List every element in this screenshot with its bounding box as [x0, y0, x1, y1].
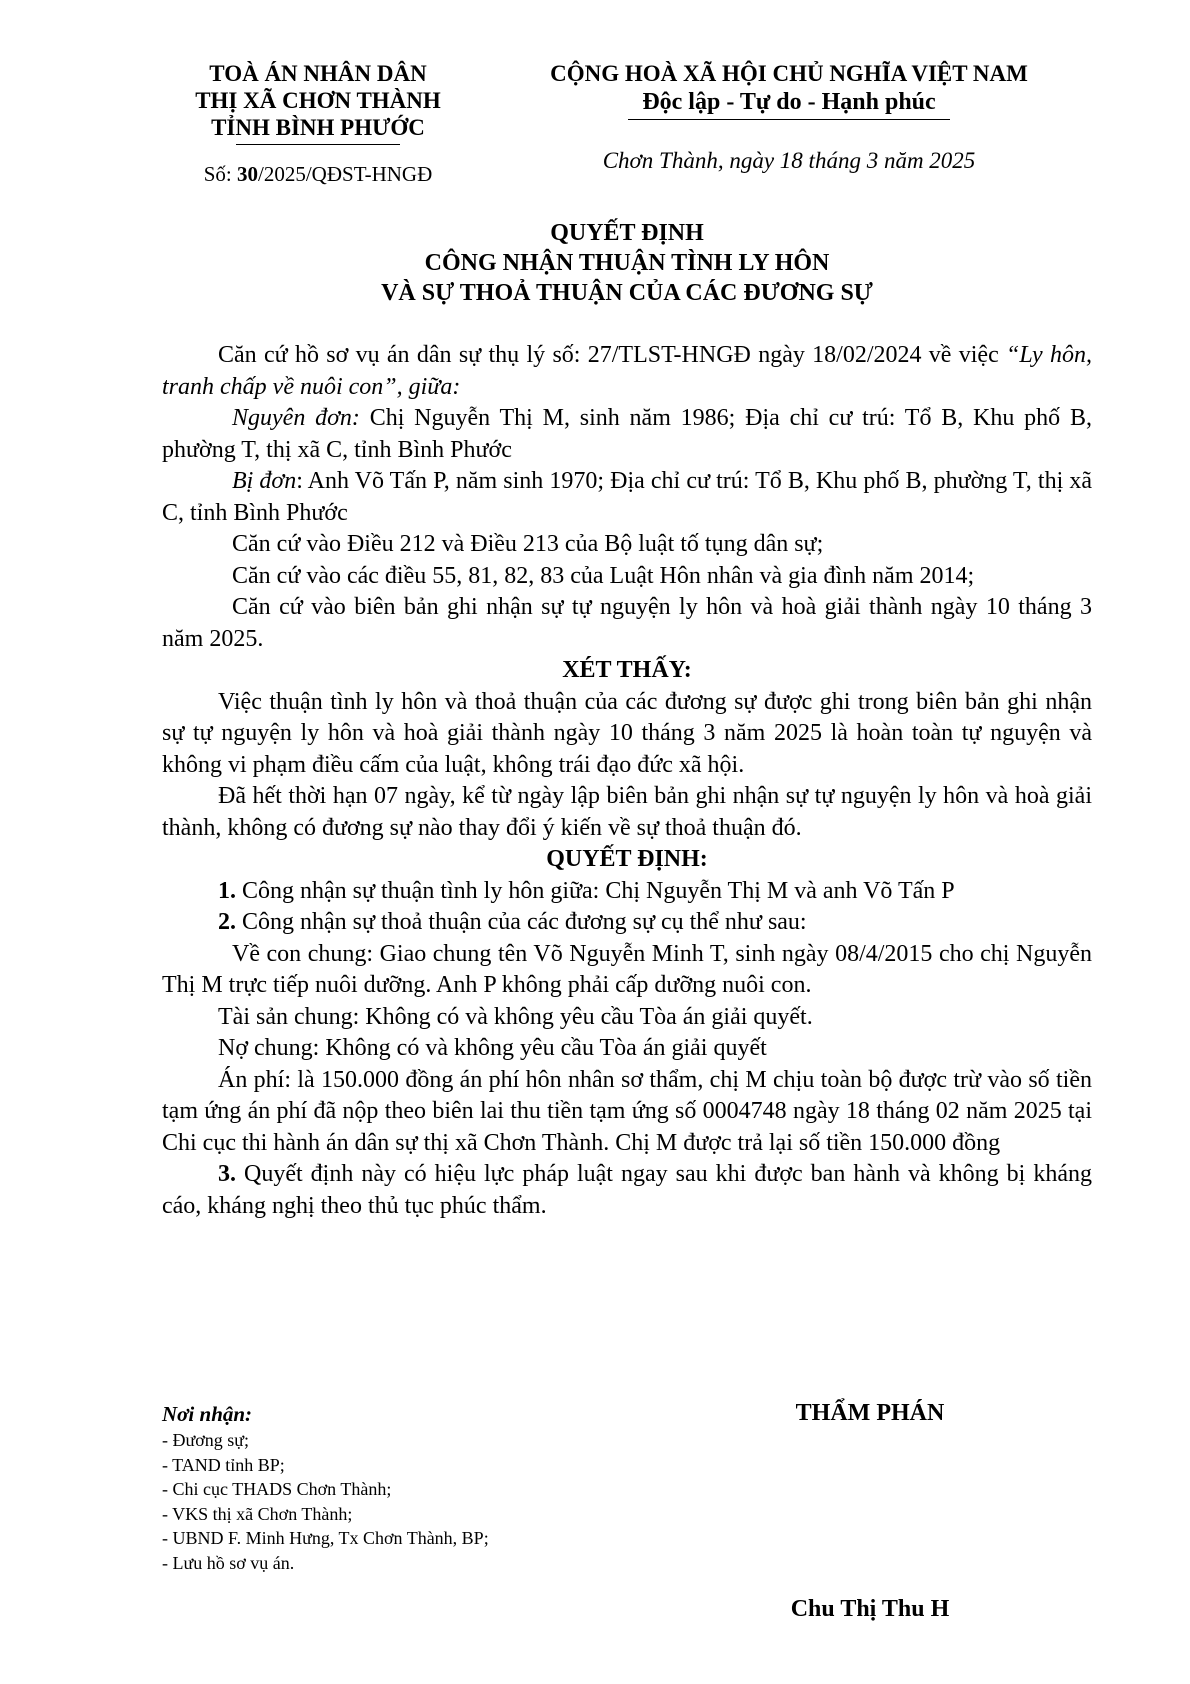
decision-item-1	[162, 876, 1092, 908]
document-date: Chơn Thành, ngày 18 tháng 3 năm 2025	[602, 148, 976, 173]
court-header-underline	[236, 144, 400, 145]
section-heading-quyet-dinh: QUYẾT ĐỊNH:	[546, 846, 708, 872]
basis-1-case-name: “Ly hôn, tranh chấp về nuôi con”, giữa:	[162, 342, 1092, 400]
national-motto: Độc lập - Tự do - Hạnh phúc	[642, 89, 936, 115]
decision-item-3-text: Quyết định này có hiệu lực pháp luật ngay sau khi được ban hành và không bị kháng cáo, kháng nghị theo thủ tục phúc thẩm.	[162, 1161, 1092, 1219]
recipient-item: - TAND tỉnh BP;	[162, 1454, 285, 1475]
findings-paragraph-1: Việc thuận tình ly hôn và thoả thuận của các đương sự được ghi trong biên bản ghi nhận sự tự nguyện ly hôn và hoà giải thành ngày 10 tháng 3 năm 2025 là hoàn toàn tự nguyện và không vi phạm điều cấm của luật, không trái đạo đức xã hội.	[162, 688, 1092, 778]
basis-1-text: Căn cứ hồ sơ vụ án dân sự thụ lý số: 27/TLST-HNGĐ ngày 18/02/2024 về việc	[218, 342, 1007, 368]
recipient-item: - Chi cục THADS Chơn Thành;	[162, 1479, 392, 1499]
decision-number	[168, 162, 468, 187]
recipients-block	[162, 1400, 682, 1575]
plaintiff-text: Chị Nguyễn Thị M, sinh năm 1986; Địa chỉ cư trú: Tổ B, Khu phố B, phường T, thị xã C, tỉnh Bình Phước	[162, 405, 1092, 463]
court-header	[168, 60, 468, 141]
findings-paragraph-2: Đã hết thời hạn 07 ngày, kể từ ngày lập biên bản ghi nhận sự tự nguyện ly hôn và hoà giải thành, không có đương sự nào thay đổi ý kiến về sự thoả thuận đó.	[162, 783, 1092, 841]
defendant-paragraph	[162, 466, 1092, 529]
common-debt-paragraph: Nợ chung: Không có và không yêu cầu Tòa án giải quyết	[218, 1035, 767, 1061]
defendant-text: : Anh Võ Tấn P, năm sinh 1970; Địa chỉ cư trú: Tổ B, Khu phố B, phường T, thị xã C, tỉnh Bình Phước	[162, 468, 1092, 526]
child-custody-paragraph: Về con chung: Giao chung tên Võ Nguyễn Minh T, sinh ngày 08/4/2015 cho chị Nguyễn Thị M trực tiếp nuôi dưỡng. Anh P không phải cấp dưỡng nuôi con.	[162, 940, 1092, 998]
recipients-label: Nơi nhận:	[162, 1402, 253, 1426]
recipient-item: - Lưu hồ sơ vụ án.	[162, 1552, 295, 1573]
defendant-label: Bị đơn	[232, 468, 297, 494]
decision-item-2-text: Công nhận sự thoả thuận của các đương sự cụ thể như sau:	[236, 909, 807, 935]
court-name-line3: TỈNH BÌNH PHƯỚC	[211, 115, 425, 140]
basis-paragraph-6: Căn cứ vào biên bản ghi nhận sự tự nguyện ly hôn và hoà giải thành ngày 10 tháng 3 năm 2025.	[162, 594, 1092, 652]
national-header	[528, 60, 1050, 118]
title-line3: VÀ SỰ THOẢ THUẬN CỦA CÁC ĐƯƠNG SỰ	[381, 280, 873, 306]
common-assets-paragraph: Tài sản chung: Không có và không yêu cầu Tòa án giải quyết.	[218, 1003, 813, 1030]
court-name-line2: THỊ XÃ CHƠN THÀNH	[195, 88, 441, 113]
decision-item-2	[162, 907, 1092, 939]
judge-name: Chu Thị Thu H	[790, 1596, 950, 1622]
title-line2: CÔNG NHẬN THUẬN TÌNH LY HÔN	[424, 250, 830, 276]
decision-item-3	[162, 1159, 1092, 1222]
section-heading-xet-thay: XÉT THẤY:	[562, 657, 692, 683]
document-title	[162, 218, 1092, 308]
decision-item-2-number: 2.	[218, 909, 236, 935]
decision-item-1-number: 1.	[218, 877, 236, 904]
court-name-line1: TOÀ ÁN NHÂN DÂN	[209, 61, 427, 86]
recipient-item: - Đương sự;	[162, 1430, 250, 1450]
basis-paragraph-1	[162, 340, 1092, 403]
decision-number-suffix: /2025/QĐST-HNGĐ	[258, 162, 433, 186]
recipient-item: - UBND F. Minh Hưng, Tx Chơn Thành, BP;	[162, 1528, 489, 1548]
decision-number-prefix: Số:	[203, 162, 238, 186]
national-motto-underline	[628, 119, 950, 120]
decision-item-3-number: 3.	[218, 1161, 236, 1187]
title-line1: QUYẾT ĐỊNH	[550, 220, 704, 246]
national-name: CỘNG HOÀ XÃ HỘI CHỦ NGHĨA VIỆT NAM	[550, 61, 1028, 86]
judge-title: THẨM PHÁN	[795, 1400, 945, 1426]
court-fee-paragraph: Án phí: là 150.000 đồng án phí hôn nhân sơ thẩm, chị M chịu toàn bộ được trừ vào số tiền tạm ứng án phí đã nộp theo biên lai thu tiền tạm ứng số 0004748 ngày 18 tháng 02 năm 2025 tại Chi cục thi hành án dân sự thị xã Chơn Thành. Chị M được trả lại số tiền 150.000 đồng	[162, 1066, 1092, 1156]
decision-number-bold: 30	[237, 162, 259, 186]
decision-item-1-text: Công nhận sự thuận tình ly hôn giữa: Chị Nguyễn Thị M và anh Võ Tấn P	[236, 877, 955, 904]
document-body	[162, 340, 1092, 1222]
basis-paragraph-4: Căn cứ vào Điều 212 và Điều 213 của Bộ luật tố tụng dân sự;	[232, 531, 824, 557]
recipient-item: - VKS thị xã Chơn Thành;	[162, 1503, 353, 1524]
plaintiff-paragraph	[162, 403, 1092, 466]
plaintiff-label: Nguyên đơn:	[232, 405, 360, 431]
basis-paragraph-5: Căn cứ vào các điều 55, 81, 82, 83 của Luật Hôn nhân và gia đình năm 2014;	[232, 562, 975, 589]
